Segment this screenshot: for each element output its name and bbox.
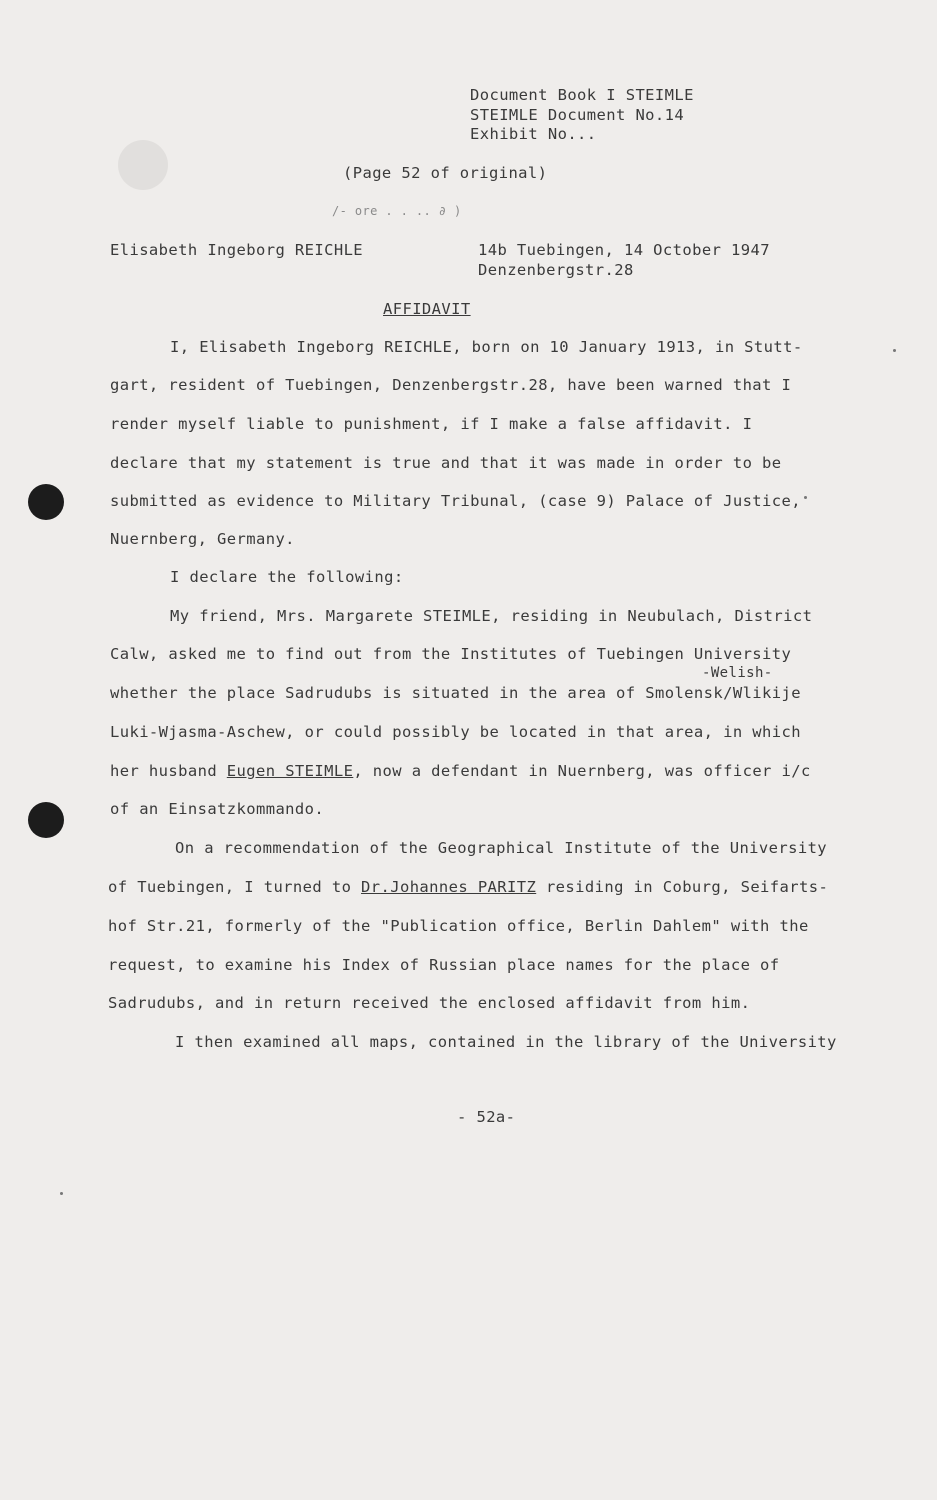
- document-book-line: Document Book I STEIMLE: [470, 86, 694, 104]
- body-line: declare that my statement is true and that it was made in order to be: [110, 454, 782, 472]
- exhibit-line: Exhibit No...: [470, 125, 597, 143]
- page-number: - 52a-: [457, 1108, 516, 1126]
- body-line: I, Elisabeth Ingeborg REICHLE, born on 10 January 1913, in Stutt-: [170, 338, 803, 356]
- handwritten-insertion: -Welish-: [702, 665, 773, 681]
- page-reference: (Page 52 of original): [343, 164, 548, 182]
- binder-hole: [28, 802, 64, 838]
- body-line: render myself liable to punishment, if I make a false affidavit. I: [110, 415, 753, 433]
- body-line: hof Str.21, formerly of the "Publication office, Berlin Dahlem" with the: [108, 917, 809, 935]
- body-text: , now a defendant in Nuernberg, was officer i/c: [353, 762, 811, 780]
- body-line: My friend, Mrs. Margarete STEIMLE, residing in Neubulach, District: [170, 607, 813, 625]
- body-line: gart, resident of Tuebingen, Denzenbergstr.28, have been warned that I: [110, 376, 792, 394]
- body-line: Nuernberg, Germany.: [110, 530, 295, 548]
- paper-speck: [893, 349, 896, 352]
- body-line: I then examined all maps, contained in the library of the University: [175, 1033, 837, 1051]
- body-line: [108, 878, 828, 896]
- body-line: Luki-Wjasma-Aschew, or could possibly be located in that area, in which: [110, 723, 801, 741]
- defendant-name: Eugen STEIMLE: [226, 762, 354, 780]
- body-line: On a recommendation of the Geographical Institute of the University: [175, 839, 828, 857]
- author-street: Denzenbergstr.28: [478, 261, 634, 279]
- binder-hole: [28, 484, 64, 520]
- body-line: submitted as evidence to Military Tribunal, (case 9) Palace of Justice,: [110, 492, 801, 510]
- referenced-person-name: Dr.Johannes PARITZ: [361, 878, 537, 896]
- paper-speck: [804, 496, 807, 499]
- paper-speck: [60, 1192, 63, 1195]
- body-text: her husband: [110, 762, 227, 780]
- document-number-line: STEIMLE Document No.14: [470, 106, 685, 124]
- body-text: of Tuebingen, I turned to: [108, 878, 362, 896]
- faint-struck-line: /- ore . . .. ∂ ): [332, 204, 462, 218]
- place-date: 14b Tuebingen, 14 October 1947: [478, 241, 770, 259]
- body-line: Sadrudubs, and in return received the enclosed affidavit from him.: [108, 994, 751, 1012]
- document-title: AFFIDAVIT: [383, 300, 471, 318]
- author-name: Elisabeth Ingeborg REICHLE: [110, 241, 364, 259]
- body-text: residing in Coburg, Seifarts-: [536, 878, 829, 896]
- body-line: I declare the following:: [170, 568, 404, 586]
- body-line: Calw, asked me to find out from the Institutes of Tuebingen University: [110, 645, 792, 663]
- body-line: of an Einsatzkommando.: [110, 800, 325, 818]
- body-line: whether the place Sadrudubs is situated in the area of Smolensk/Wlikije: [110, 684, 801, 702]
- body-line: [110, 762, 811, 780]
- paper-stain: [118, 140, 168, 190]
- body-line: request, to examine his Index of Russian place names for the place of: [108, 956, 780, 974]
